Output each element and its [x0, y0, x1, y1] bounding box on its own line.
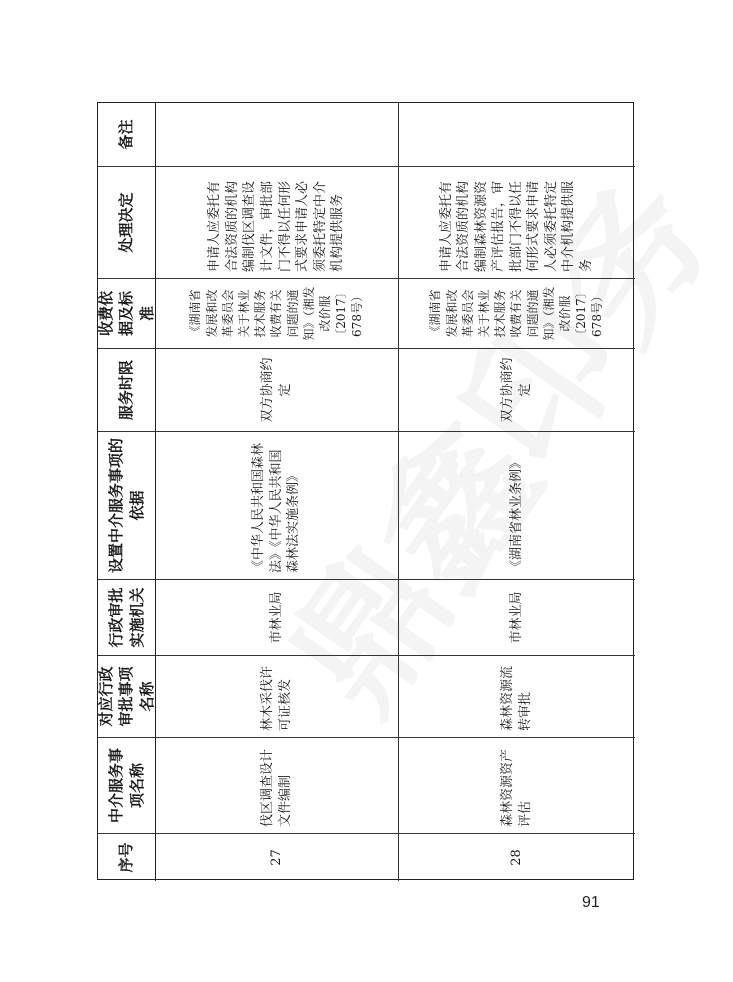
row-service-name: 伐区调查设计文件编制	[155, 737, 398, 833]
table-row	[155, 103, 399, 881]
row-service-name: 森林资源资产评估	[398, 737, 635, 833]
header-seq: 序号	[98, 833, 155, 881]
row-decision: 申请人应委托有合法资质的机构编制森林资源资产评估报告，审批部门不得以任何形式要求申请人必须委托特定中介机构提供服务	[398, 166, 635, 278]
row-fee-basis: 《湖南省发展和改革委员会关于林业技术服务收费有关问题的通知》（湘发改价服〔2017〕678号）	[398, 278, 635, 348]
header-service-name: 中介服务事项名称	[98, 737, 155, 833]
row-remarks	[398, 103, 635, 166]
header-basis: 设置中介服务事项的依据	[98, 431, 155, 579]
row-agency: 市林业局	[398, 579, 635, 655]
row-fee-basis: 《湖南省发展和改革委员会关于林业技术服务收费有关问题的通知》（湘发改价服〔2017〕678号）	[155, 278, 398, 348]
header-agency: 行政审批实施机关	[98, 579, 155, 655]
row-basis: 《湖南省林业条例》	[398, 431, 635, 579]
row-seq: 27	[155, 833, 398, 881]
row-approval-item: 森林资源流转审批	[398, 655, 635, 737]
table-row	[398, 103, 635, 881]
row-seq: 28	[398, 833, 635, 881]
header-remarks: 备注	[117, 119, 136, 150]
header-fee-basis: 收费依据及标准	[98, 278, 155, 348]
table-header-row	[98, 103, 156, 881]
row-basis: 《中华人民共和国森林法》《中华人民共和国森林法实施条例》	[155, 431, 398, 579]
approval-table	[97, 102, 634, 880]
row-agency: 市林业局	[155, 579, 398, 655]
row-time-limit: 双方协商约定	[155, 348, 398, 431]
page-number: 91	[582, 894, 600, 911]
row-remarks	[155, 103, 398, 166]
row-time-limit: 双方协商约定	[398, 348, 635, 431]
row-approval-item: 林木采伐许可证核发	[155, 655, 398, 737]
header-decision: 处理决定	[98, 166, 155, 278]
header-approval-item: 对应行政审批事项名称	[98, 655, 155, 737]
header-time-limit: 服务时限	[98, 348, 155, 431]
row-decision: 申请人应委托有合法资质的机构编制伐区调查设计文件，审批部门不得以任何形式要求申请人必须委托特定中介机构提供服务	[155, 166, 398, 278]
